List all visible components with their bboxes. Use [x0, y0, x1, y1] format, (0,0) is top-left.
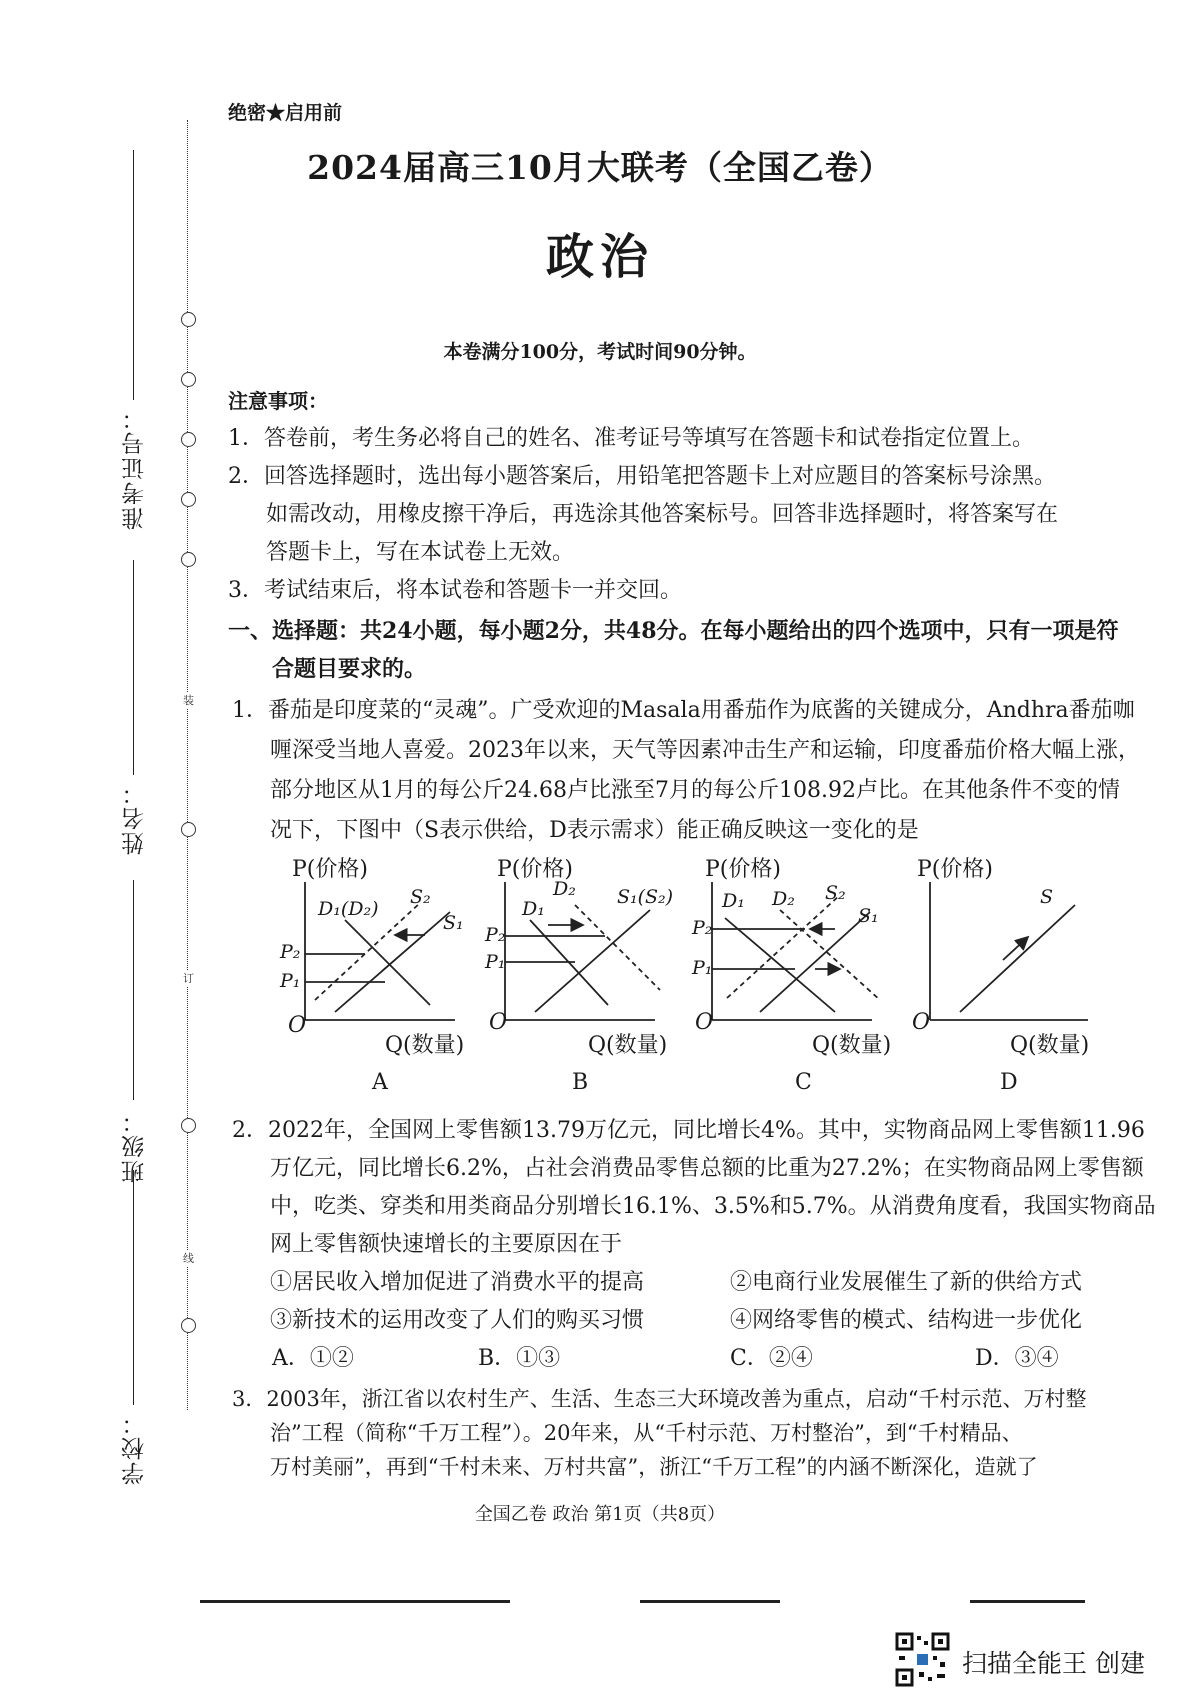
chart-a-option: A [372, 1070, 388, 1095]
q1-stem: 部分地区从1月的每公斤24.68卢比涨至7月的每公斤108.92卢比。在其他条件不变的情 [270, 778, 1120, 803]
notice-item: 如需改动，用橡皮擦干净后，再选涂其他答案标号。回答非选择题时，将答案写在 [266, 502, 1059, 527]
chart-c-ylabel: P(价格) [705, 857, 781, 882]
score-info: 本卷满分100分，考试时间90分钟。 [443, 341, 757, 363]
school-blank[interactable] [133, 1170, 134, 1405]
chart-b-s-label: S₁(S₂) [617, 886, 674, 908]
chart-a-d-label: D₁(D₂) [318, 898, 379, 920]
q3-stem: 3．2003年，浙江省以农村生产、生活、生态三大环境改善为重点，启动“千村示范、万村整 [232, 1387, 1087, 1411]
section-heading: 一、选择题：共24小题，每小题2分，共48分。在每小题给出的四个选项中，只有一项是符 [228, 618, 1119, 644]
chart-d-s-label: S [1040, 886, 1054, 908]
confidential-mark: 绝密★启用前 [228, 102, 343, 124]
notice-item: 2．回答选择题时，选出每小题答案后，用铅笔把答题卡上对应题目的答案标号涂黑。 [228, 464, 1056, 489]
q2-stem: 万亿元，同比增长6.2%，占社会消费品零售总额的比重为27.2%；在实物商品网上零售额 [270, 1156, 1144, 1181]
q2-stem: 中，吃类、穿类和用类商品分别增长16.1%、3.5%和5.7%。从消费角度看，我国实物商品 [270, 1194, 1156, 1219]
chart-d-option: D [1000, 1070, 1018, 1095]
section-heading: 合题目要求的。 [272, 656, 427, 682]
binding-hole [181, 432, 196, 447]
binding-hole [181, 822, 196, 837]
q2-statement: ④网络零售的模式、结构进一步优化 [730, 1308, 1083, 1333]
q2-option-d[interactable]: D．③④ [975, 1346, 1059, 1371]
page-footer: 全国乙卷 政治 第1页（共8页） [474, 1504, 726, 1525]
binding-mark-xian: 线 [183, 1252, 194, 1265]
binding-hole [181, 372, 196, 387]
chart-b-d1-label: D₁ [522, 898, 545, 920]
chart-a-demand [345, 920, 430, 1005]
class-blank[interactable] [133, 880, 134, 1100]
q1-stem: 况下，下图中（S表示供给，D表示需求）能正确反映这一变化的是 [270, 818, 919, 843]
scan-edge-bar [640, 1600, 780, 1603]
notice-heading: 注意事项： [228, 389, 328, 413]
chart-c-d1-label: D₁ [722, 890, 745, 912]
qr-code-icon [895, 1632, 950, 1687]
chart-b-demand-d2 [575, 905, 660, 990]
chart-b-origin: O [489, 1010, 508, 1035]
notice-item: 3．考试结束后，将本试卷和答题卡一并交回。 [228, 578, 682, 603]
chart-a-p2-label: P₂ [280, 941, 301, 963]
chart-d-origin: O [912, 1010, 931, 1035]
chart-c-xlabel: Q(数量) [812, 1033, 892, 1058]
chart-c-supply-s1 [760, 912, 870, 1012]
binding-hole [181, 1118, 196, 1133]
q2-option-a[interactable]: A．①② [272, 1346, 354, 1371]
chart-b-option: B [572, 1070, 589, 1095]
chart-c-p1-label: P₁ [692, 957, 713, 979]
binding-hole [181, 312, 196, 327]
q2-statement: ②电商行业发展催生了新的供给方式 [730, 1270, 1083, 1295]
q1-stem: 喱深受当地人喜爱。2023年以来，天气等因素冲击生产和运输，印度番茄价格大幅上涨， [270, 738, 1140, 763]
binding-hole [181, 492, 196, 507]
chart-b-ylabel: P(价格) [497, 857, 573, 882]
chart-a-supply-s1 [335, 912, 450, 1012]
chart-d-supply [960, 905, 1075, 1012]
notice-item: 1．答卷前，考生务必将自己的姓名、准考证号等填写在答题卡和试卷指定位置上。 [228, 426, 1034, 451]
chart-c-d2-label: D₂ [772, 888, 795, 910]
exam-number-label: 准考证号： [122, 405, 148, 530]
chart-c-s1-label: S₁ [858, 905, 879, 927]
chart-c-p2-label: P₂ [692, 917, 713, 939]
name-blank[interactable] [133, 560, 134, 775]
chart-a-xlabel: Q(数量) [385, 1033, 465, 1058]
chart-a-origin: O [288, 1013, 307, 1038]
q3-stem: 治”工程（简称“千万工程”）。20年来，从“千村示范、万村整治”，到“千村精品、 [270, 1421, 1023, 1445]
scanner-watermark: 扫描全能王 创建 [962, 1649, 1145, 1678]
notice-item: 答题卡上，写在本试卷上无效。 [266, 540, 575, 565]
chart-b-d2-label: D₂ [553, 878, 576, 900]
school-label: 学校： [122, 1410, 148, 1485]
q2-statement: ①居民收入增加促进了消费水平的提高 [270, 1270, 645, 1295]
chart-b-p1-label: P₁ [485, 951, 506, 973]
q2-statement: ③新技术的运用改变了人们的购买习惯 [270, 1308, 645, 1333]
binding-mark-zhuang: 装 [183, 694, 194, 707]
q1-stem: 1．番茄是印度菜的“灵魂”。广受欢迎的Masala用番茄作为底酱的关键成分，Andhra番茄咖 [232, 698, 1135, 723]
subject-title: 政治 [545, 229, 654, 285]
chart-d-ylabel: P(价格) [917, 857, 993, 882]
chart-a-s2-label: S₂ [410, 886, 431, 908]
scan-edge-bar [200, 1600, 510, 1603]
class-label: 班级： [122, 1108, 148, 1183]
chart-d-xlabel: Q(数量) [1010, 1033, 1090, 1058]
chart-a-p1-label: P₁ [280, 970, 301, 992]
chart-c-demand-d1 [725, 918, 835, 1012]
name-label: 姓名： [122, 780, 148, 855]
chart-d-arrow [1003, 937, 1028, 960]
chart-a-s1-label: S₁ [443, 912, 464, 934]
q2-option-b[interactable]: B．①③ [478, 1346, 561, 1371]
chart-c-s2-label: S₂ [825, 882, 846, 904]
binding-mark-ding: 订 [183, 972, 194, 985]
chart-c-option: C [795, 1070, 812, 1095]
chart-b-demand-d1 [530, 920, 608, 1005]
chart-b-p2-label: P₂ [485, 924, 506, 946]
chart-b-xlabel: Q(数量) [588, 1033, 668, 1058]
chart-b-supply [535, 910, 650, 1012]
q2-option-c[interactable]: C．②④ [730, 1346, 813, 1371]
chart-d [930, 882, 1088, 1020]
scan-edge-bar [970, 1600, 1085, 1603]
binding-hole [181, 1318, 196, 1333]
chart-c-origin: O [695, 1010, 714, 1035]
exam-title: 2024届高三10月大联考（全国乙卷） [307, 148, 893, 187]
q2-stem: 网上零售额快速增长的主要原因在于 [270, 1232, 623, 1257]
binding-hole [181, 552, 196, 567]
q2-stem: 2．2022年，全国网上零售额13.79万亿元，同比增长4%。其中，实物商品网上零售额11.96 [232, 1118, 1145, 1143]
q3-stem: 万村美丽”，再到“千村未来、万村共富”，浙江“千万工程”的内涵不断深化，造就了 [270, 1455, 1038, 1479]
chart-a-ylabel: P(价格) [292, 857, 368, 882]
